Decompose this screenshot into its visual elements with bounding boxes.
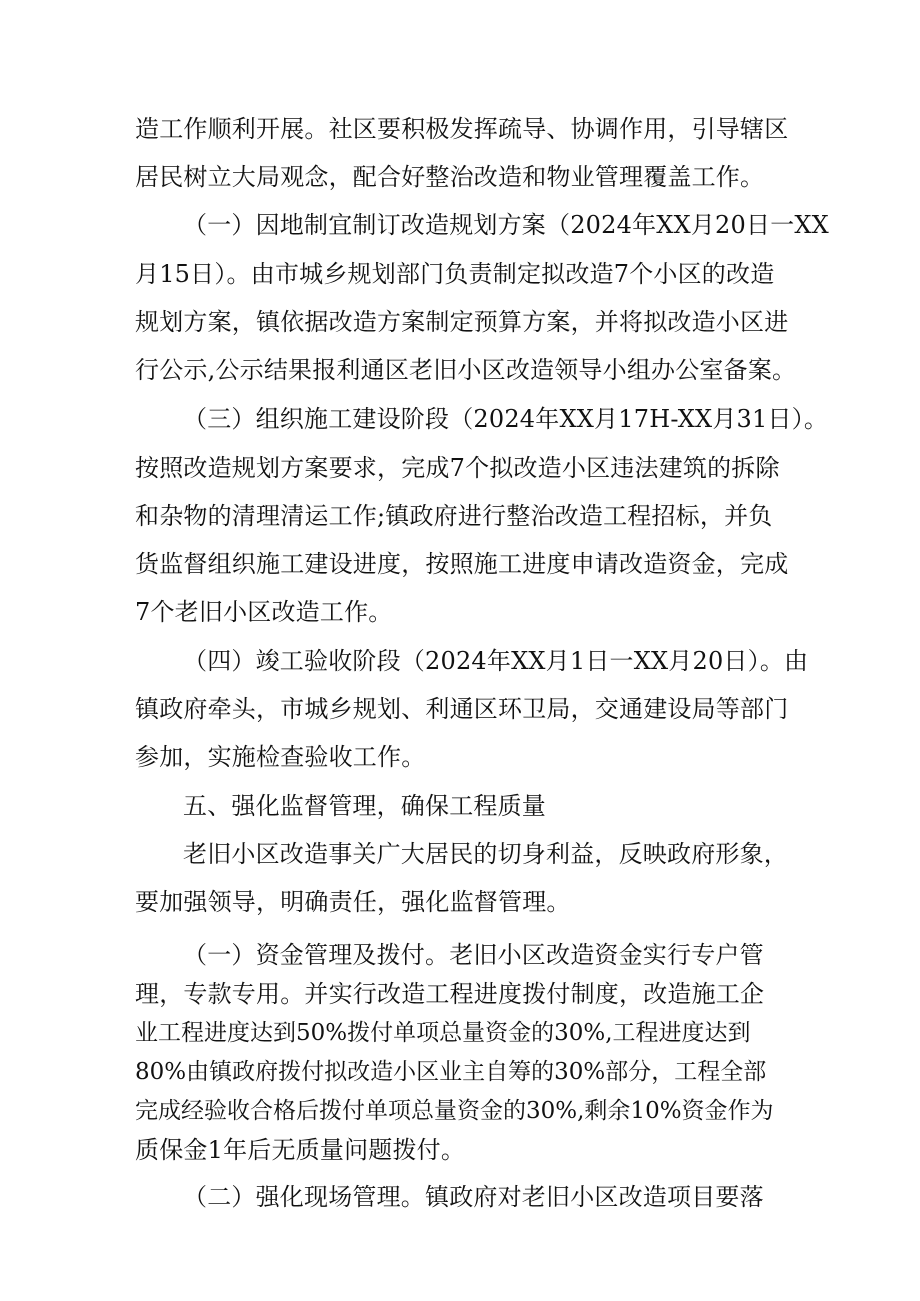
text-line: （一）因地制宜制订改造规划方案（2024年XX月20日一XX <box>183 211 829 239</box>
text-line: 镇政府牵头，市城乡规划、利通区环卫局，交通建设局等部门 <box>135 695 789 723</box>
text-line: 居民树立大局观念，配合好整治改造和物业管理覆盖工作。 <box>135 163 765 191</box>
text-line: 按照改造规划方案要求，完成7个拟改造小区违法建筑的拆除 <box>135 454 780 482</box>
text-line: 规划方案，镇依据改造方案制定预算方案，并将拟改造小区进 <box>135 308 789 336</box>
text-line: 业工程进度达到50%拨付单项总量资金的30%,工程进度达到 <box>135 1020 751 1046</box>
text-line: 完成经验收合格后拨付单项总量资金的30%,剩余10%资金作为 <box>135 1098 774 1124</box>
text-line: （一）资金管理及拨付。老旧小区改造资金实行专户管 <box>183 941 764 969</box>
text-line: 老旧小区改造事关广大居民的切身利益，反映政府形象， <box>183 840 788 868</box>
text-line: 理，专款专用。并实行改造工程进度拨付制度，改造施工企 <box>135 980 765 1008</box>
text-line: （四）竣工验收阶段（2024年XX月1日一XX月20日）。由 <box>183 647 809 675</box>
text-line: 行公示,公示结果报利通区老旧小区改造领导小组办公室备案。 <box>135 356 797 384</box>
text-line: 货监督组织施工建设进度，按照施工进度申请改造资金，完成 <box>135 550 789 578</box>
text-line: 要加强领导，明确责任，强化监督管理。 <box>135 888 571 916</box>
text-line: （三）组织施工建设阶段（2024年XX月17H-XX月31日）。 <box>183 405 829 433</box>
text-line: 月15日）。由市城乡规划部门负责制定拟改造7个小区的改造 <box>135 260 775 288</box>
section-heading: 五、强化监督管理，确保工程质量 <box>183 792 546 820</box>
text-line: 80%由镇政府拨付拟改造小区业主自筹的30%部分，工程全部 <box>135 1059 767 1085</box>
text-line: 参加，实施检查验收工作。 <box>135 743 426 771</box>
text-line: 质保金1年后无质量问题拨付。 <box>135 1136 466 1164</box>
text-line: 7个老旧小区改造工作。 <box>135 598 393 626</box>
text-line: 造工作顺利开展。社区要积极发挥疏导、协调作用，引导辖区 <box>135 115 789 143</box>
text-line: （二）强化现场管理。镇政府对老旧小区改造项目要落 <box>183 1183 764 1211</box>
text-line: 和杂物的清理清运工作;镇政府进行整治改造工程招标，并负 <box>135 502 773 530</box>
